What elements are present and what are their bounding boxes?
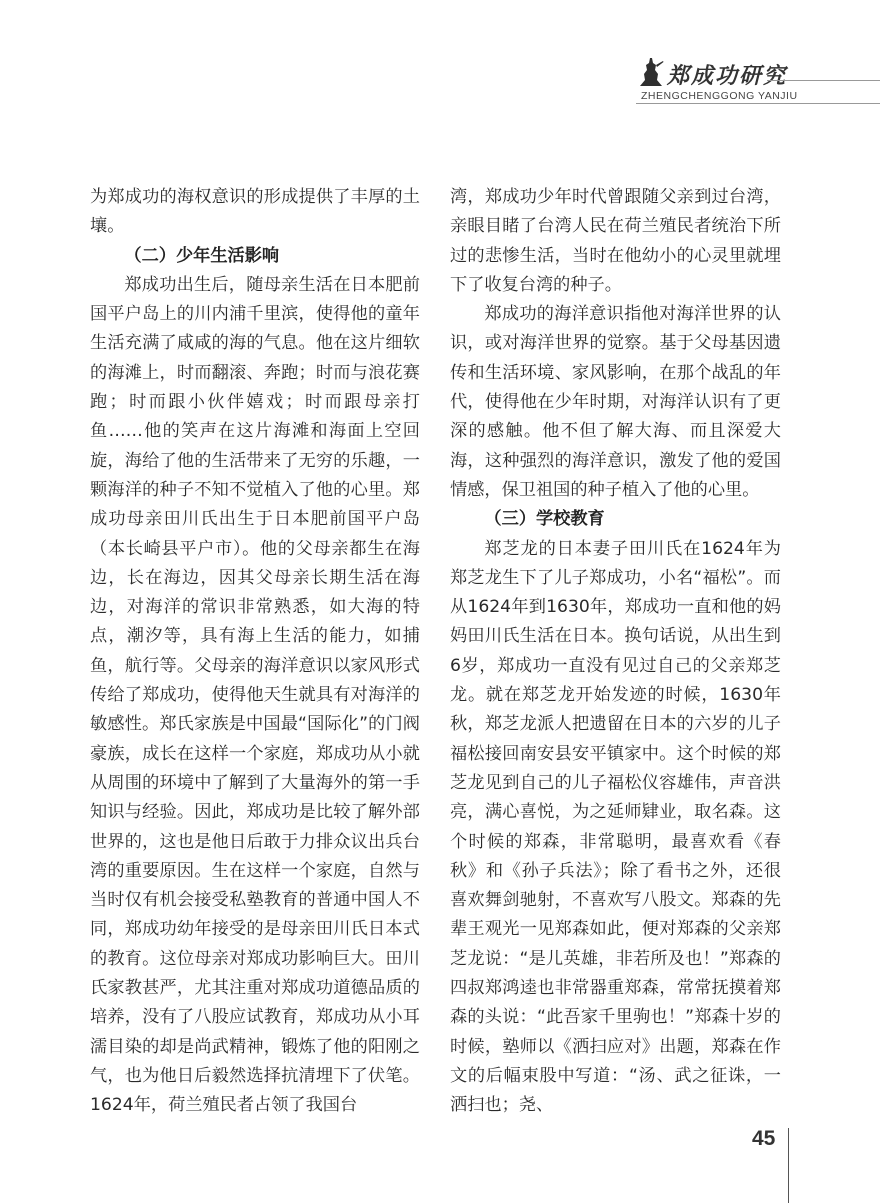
header-rule-top [767, 80, 880, 81]
paragraph: 郑芝龙的日本妻子田川氏在1624年为郑芝龙生下了儿子郑成功，小名“福松”。而从1624年到1630年，郑成功一直和他的妈妈田川氏生活在日本。换句话说，从出生到6岁，郑成功一直没有见过自己的父亲郑芝龙。就在郑芝龙开始发迹的时候，1630年秋，郑芝龙派人把遗留在日本的六岁的儿子福松接回南安县安平镇家中。这个时候的郑芝龙见到自己的儿子福松仪容雄伟，声音洪亮，满心喜悦，为之延师肄业，取名森。这个时候的郑森，非常聪明，最喜欢看《春秋》和《孙子兵法》；除了看书之外，还很喜欢舞剑驰射，不喜欢写八股文。郑森的先辈王观光一见郑森如此，便对郑森的父亲郑芝龙说：“是儿英雄，非若所及也！”郑森的四叔郑鸿逵也非常器重郑森，常常抚摸着郑森的头说：“此吾家千里驹也！”郑森十岁的时候，塾师以《洒扫应对》出题，郑森在作文的后幅束股中写道：“汤、武之征诛，一洒扫也；尧、 [450, 538, 781, 1116]
paragraph: 湾，郑成功少年时代曾跟随父亲到过台湾，亲眼目睹了台湾人民在荷兰殖民者统治下所过的悲惨生活，当时在他幼小的心灵里就埋下了收复台湾的种子。 [450, 187, 781, 295]
paragraph: 郑成功的海洋意识指他对海洋世界的认识，或对海洋世界的觉察。基于父母基因遗传和生活环境、家风影响，在那个战乱的年代，使得他在少年时期，对海洋认识有了更深的感触。他不但了解大海、而且深爱大海，这种强烈的海洋意识，激发了他的爱国情感，保卫祖国的种子植入了他的心里。 [450, 304, 781, 500]
paragraph: 为郑成功的海权意识的形成提供了丰厚的土壤。 [90, 187, 420, 237]
left-column [90, 183, 420, 1121]
footer-rule [788, 1128, 789, 1203]
running-header [0, 0, 880, 110]
header-rule-bottom [636, 103, 880, 104]
statue-icon [636, 56, 666, 88]
section-heading: （三）学校教育 [484, 509, 605, 530]
paragraph: 郑成功出生后，随母亲生活在日本肥前国平户岛上的川内浦千里滨，使得他的童年生活充满了咸咸的海的气息。他在这片细软的海滩上，时而翻滚、奔跑；时而与浪花赛跑；时而跟小伙伴嬉戏；时而跟母亲打鱼……他的笑声在这片海滩和海面上空回旋，海给了他的生活带来了无穷的乐趣，一颗海洋的种子不知不觉植入了他的心里。郑成功母亲田川氏出生于日本肥前国平户岛（本长崎县平户市）。他的父母亲都生在海边，长在海边，因其父母亲长期生活在海边，对海洋的常识非常熟悉，如大海的特点，潮汐等，具有海上生活的能力，如捕鱼，航行等。父母亲的海洋意识以家风形式传给了郑成功，使得他天生就具有对海洋的敏感性。郑氏家族是中国最“国际化”的门阀豪族，成长在这样一个家庭，郑成功从小就从周围的环境中了解到了大量海外的第一手知识与经验。因此，郑成功是比较了解外部世界的，这也是他日后敢于力排众议出兵台湾的重要原因。生在这样一个家庭，自然与当时仅有机会接受私塾教育的普通中国人不同，郑成功幼年接受的是母亲田川氏日本式的教育。这位母亲对郑成功影响巨大。田川氏家教甚严，尤其注重对郑成功道德品质的培养，没有了八股应试教育，郑成功从小耳濡目染的却是尚武精神，锻炼了他的阳刚之气，也为他日后毅然选择抗清埋下了伏笔。1624年，荷兰殖民者占领了我国台 [90, 274, 420, 1116]
journal-title-english: ZHENGCHENGGONG YANJIU [641, 90, 798, 102]
section-heading: （二）少年生活影响 [124, 245, 280, 266]
right-column [450, 183, 781, 1121]
journal-title: 郑成功研究 [667, 63, 788, 89]
page-number: 45 [752, 1127, 776, 1150]
